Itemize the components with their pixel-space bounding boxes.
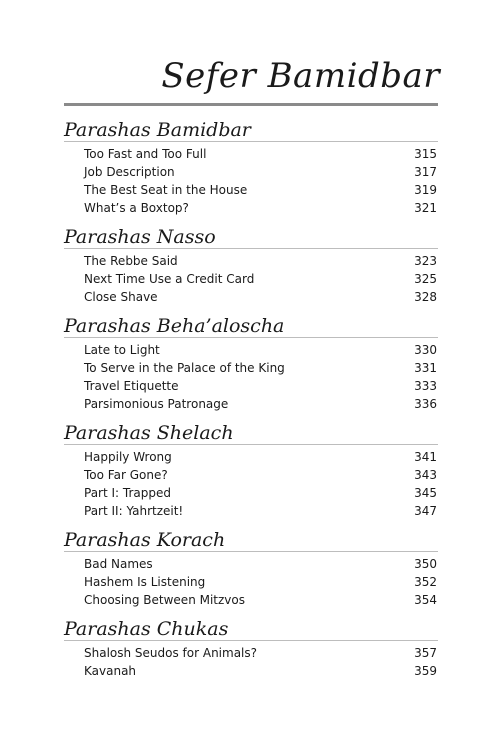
toc-entry[interactable] [0,377,500,395]
entry-title: The Rebbe Said [84,254,178,268]
entry-title: Close Shave [84,290,158,304]
entry-page-number: 317 [414,165,437,179]
toc-entry[interactable] [0,341,500,359]
entry-title: To Serve in the Palace of the King [84,361,285,375]
entry-page-number: 323 [414,254,437,268]
entry-page-number: 319 [414,183,437,197]
entry-page-number: 321 [414,201,437,215]
entry-title: Shalosh Seudos for Animals? [84,646,258,660]
toc-entry[interactable] [0,270,500,288]
table-of-contents [0,116,500,680]
entry-page-number: 359 [414,664,437,678]
toc-entry[interactable] [0,502,500,520]
entry-title: Choosing Between Mitzvos [84,593,245,607]
entry-page-number: 325 [414,272,437,286]
entry-title: Part I: Trapped [84,486,171,500]
toc-entry[interactable] [0,448,500,466]
entry-page-number: 343 [414,468,437,482]
entry-page-number: 347 [414,504,437,518]
toc-entry[interactable] [0,591,500,609]
section-heading: Parashas Shelach [64,422,234,444]
entry-page-number: 350 [414,557,437,571]
entry-page-number: 354 [414,593,437,607]
toc-section [0,615,500,680]
entry-title: Job Description [84,165,175,179]
toc-entry[interactable] [0,145,500,163]
toc-section [0,419,500,520]
entry-title: The Best Seat in the House [84,183,248,197]
entry-title: Happily Wrong [84,450,172,464]
toc-entry[interactable] [0,181,500,199]
entry-page-number: 333 [414,379,437,393]
section-heading: Parashas Chukas [64,618,229,640]
section-heading: Parashas Bamidbar [64,119,251,141]
entry-page-number: 336 [414,397,437,411]
toc-entry[interactable] [0,644,500,662]
entry-page-number: 341 [414,450,437,464]
section-heading: Parashas Nasso [64,226,216,248]
toc-entry[interactable] [0,199,500,217]
entry-page-number: 331 [414,361,437,375]
toc-section [0,312,500,413]
entry-title: Kavanah [84,664,137,678]
entry-title: Travel Etiquette [84,379,179,393]
entry-page-number: 328 [414,290,437,304]
entry-title: Hashem Is Listening [84,575,206,589]
entry-page-number: 315 [414,147,437,161]
toc-section [0,526,500,609]
entry-title: Too Far Gone? [84,468,168,482]
entry-title: Too Fast and Too Full [84,147,207,161]
toc-entry[interactable] [0,662,500,680]
entry-title: Late to Light [84,343,160,357]
entry-title: Part II: Yahrtzeit! [84,504,184,518]
section-heading: Parashas Korach [64,529,226,551]
entry-page-number: 352 [414,575,437,589]
entry-title: Bad Names [84,557,153,571]
toc-entry[interactable] [0,573,500,591]
entry-page-number: 357 [414,646,437,660]
toc-entry[interactable] [0,484,500,502]
toc-entry[interactable] [0,288,500,306]
toc-entry[interactable] [0,359,500,377]
toc-entry[interactable] [0,395,500,413]
page-title: Sefer Bamidbar [161,56,440,96]
toc-entry[interactable] [0,252,500,270]
toc-entry[interactable] [0,163,500,181]
title-divider [64,103,438,106]
entry-page-number: 330 [414,343,437,357]
toc-section [0,223,500,306]
toc-entry[interactable] [0,555,500,573]
toc-entry[interactable] [0,466,500,484]
entry-title: Next Time Use a Credit Card [84,272,255,286]
section-heading: Parashas Beha’aloscha [64,315,285,337]
toc-section [0,116,500,217]
entry-page-number: 345 [414,486,437,500]
entry-title: Parsimonious Patronage [84,397,229,411]
entry-title: What’s a Boxtop? [84,201,189,215]
